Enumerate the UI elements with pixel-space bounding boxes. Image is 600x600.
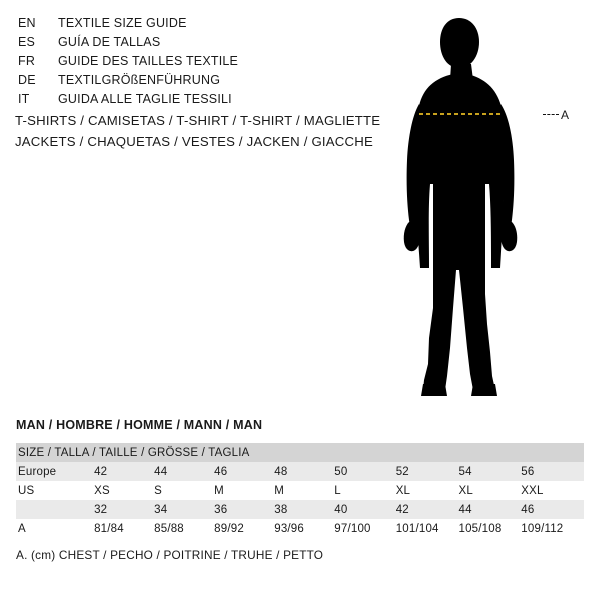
table-header-row — [16, 443, 584, 462]
cell-a-5: 97/100 — [334, 519, 395, 538]
table-row — [16, 519, 584, 538]
size-table — [16, 443, 584, 538]
table-row — [16, 462, 584, 481]
language-row — [18, 52, 348, 71]
cell-us-3: M — [214, 481, 274, 500]
cell-europe-3: 46 — [214, 462, 274, 481]
row-label-us: US — [16, 481, 94, 500]
cell-us-6: XL — [396, 481, 459, 500]
cell-us-7: XL — [458, 481, 521, 500]
language-text: GUIDA ALLE TAGLIE TESSILI — [58, 92, 232, 106]
language-code: IT — [18, 92, 30, 106]
language-text: GUÍA DE TALLAS — [58, 35, 161, 49]
cell-europe-7: 54 — [458, 462, 521, 481]
cell-usnum-1: 32 — [94, 500, 154, 519]
language-text: GUIDE DES TAILLES TEXTILE — [58, 54, 239, 68]
cell-usnum-8: 46 — [521, 500, 584, 519]
row-label-us-numeric — [16, 500, 94, 519]
cell-a-2: 85/88 — [154, 519, 214, 538]
cell-usnum-3: 36 — [214, 500, 274, 519]
cell-europe-1: 42 — [94, 462, 154, 481]
cell-us-4: M — [274, 481, 334, 500]
table-row — [16, 500, 584, 519]
cell-europe-5: 50 — [334, 462, 395, 481]
language-row — [18, 71, 348, 90]
language-text: TEXTILE SIZE GUIDE — [58, 16, 187, 30]
cell-us-2: S — [154, 481, 214, 500]
cell-a-1: 81/84 — [94, 519, 154, 538]
category-jackets: JACKETS / CHAQUETAS / VESTES / JACKEN / GIACCHE — [15, 134, 373, 149]
table-header-label: SIZE / TALLA / TAILLE / GRÖSSE / TAGLIA — [16, 443, 584, 462]
table-footnote: A. (cm) CHEST / PECHO / POITRINE / TRUHE / PETTO — [16, 548, 324, 562]
cell-us-8: XXL — [521, 481, 584, 500]
cell-europe-2: 44 — [154, 462, 214, 481]
cell-usnum-4: 38 — [274, 500, 334, 519]
male-figure-illustration — [395, 8, 600, 408]
category-list — [15, 110, 415, 152]
language-list — [18, 14, 348, 109]
language-code: EN — [18, 16, 36, 30]
cell-a-3: 89/92 — [214, 519, 274, 538]
language-text: TEXTILGRÖßENFÜHRUNG — [58, 73, 221, 87]
language-code: ES — [18, 35, 36, 49]
row-label-a: A — [16, 519, 94, 538]
cell-usnum-7: 44 — [458, 500, 521, 519]
cell-europe-8: 56 — [521, 462, 584, 481]
measure-leader-line — [543, 114, 559, 116]
category-tshirts: T-SHIRTS / CAMISETAS / T-SHIRT / T-SHIRT / MAGLIETTE — [15, 113, 381, 128]
cell-europe-6: 52 — [396, 462, 459, 481]
row-label-europe: Europe — [16, 462, 94, 481]
cell-us-5: L — [334, 481, 395, 500]
language-row — [18, 90, 348, 109]
cell-us-1: XS — [94, 481, 154, 500]
cell-usnum-6: 42 — [396, 500, 459, 519]
table-row — [16, 481, 584, 500]
language-row — [18, 14, 348, 33]
language-row — [18, 33, 348, 52]
cell-a-4: 93/96 — [274, 519, 334, 538]
language-code: DE — [18, 73, 36, 87]
table-title: MAN / HOMBRE / HOMME / MANN / MAN — [16, 418, 263, 432]
cell-a-7: 105/108 — [458, 519, 521, 538]
cell-europe-4: 48 — [274, 462, 334, 481]
measure-label-a: A — [561, 108, 570, 122]
cell-a-6: 101/104 — [396, 519, 459, 538]
language-code: FR — [18, 54, 36, 68]
cell-a-8: 109/112 — [521, 519, 584, 538]
cell-usnum-2: 34 — [154, 500, 214, 519]
cell-usnum-5: 40 — [334, 500, 395, 519]
